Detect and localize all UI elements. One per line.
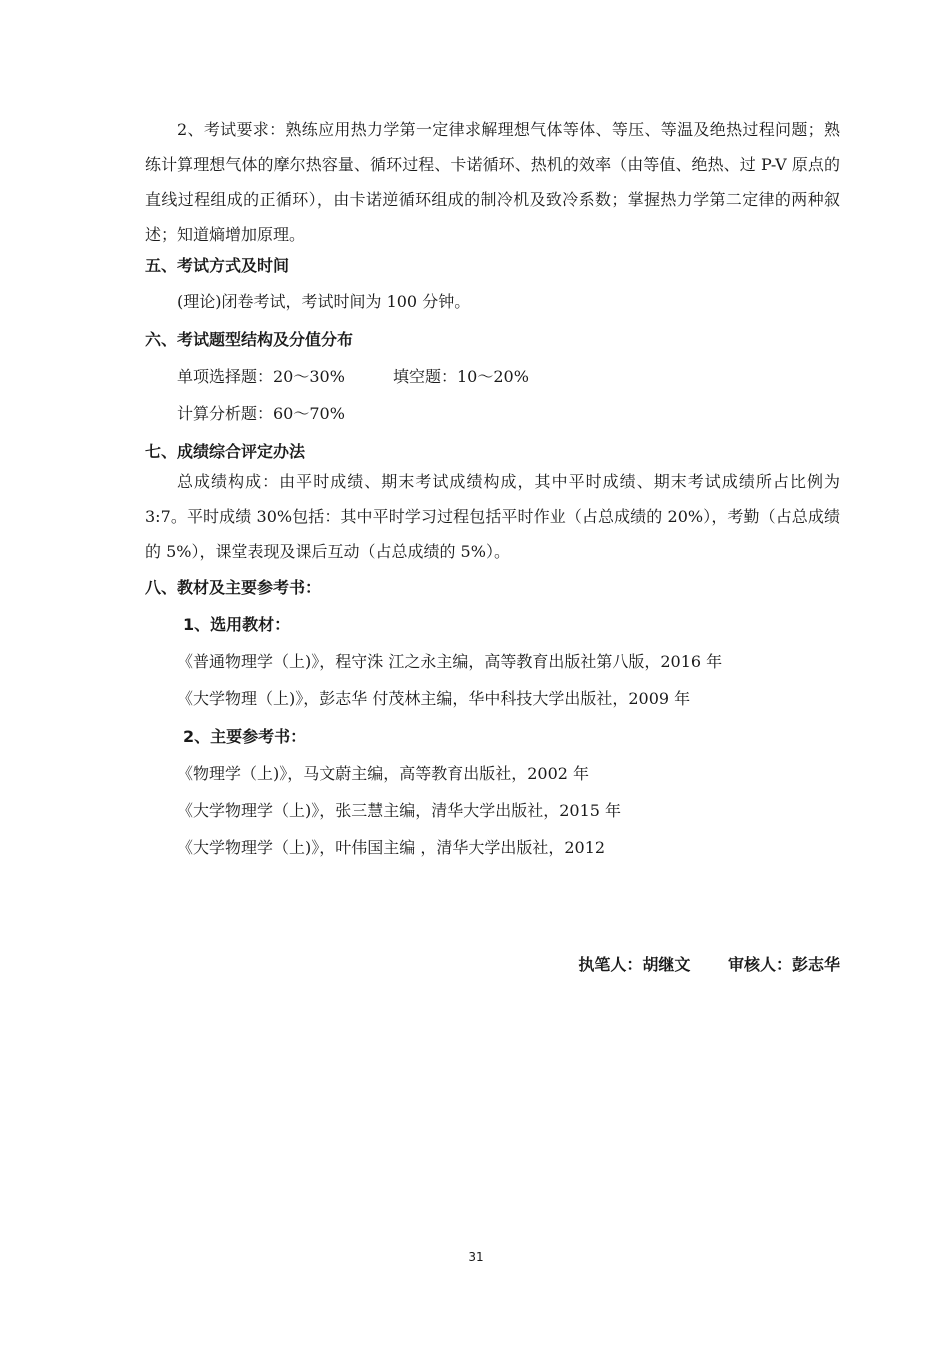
reference-item: 《大学物理学（上)》，张三慧主编，清华大学出版社，2015 年 bbox=[177, 801, 622, 820]
calculation-distribution: 计算分析题：60～70% bbox=[177, 404, 345, 423]
textbook-item: 《普通物理学（上)》，程守洙 江之永主编，高等教育出版社第八版，2016 年 bbox=[177, 652, 723, 671]
grading-paragraph: 总成绩构成：由平时成绩、期末考试成绩构成，其中平时成绩、期末考试成绩所占比例为 3:7。平时成绩 30%包括：其中平时学习过程包括平时作业（占总成绩的 20%），考勤（占总成绩的 5%），课堂表现及课后互动（占总成绩的 5%）。 bbox=[145, 472, 840, 561]
exam-requirements-paragraph: 2、考试要求：熟练应用热力学第一定律求解理想气体等体、等压、等温及绝热过程问题；熟练计算理想气体的摩尔热容量、循环过程、卡诺循环、热机的效率（由等值、绝热、过 P-V 原点的直线过程组成的正循环），由卡诺逆循环组成的制冷机及致冷系数；掌握热力学第二定律的两种叙述；知道熵增加原理。 bbox=[145, 120, 840, 244]
textbooks-heading: 1、选用教材： bbox=[183, 615, 291, 634]
section-8-heading: 八、教材及主要参考书： bbox=[145, 578, 322, 597]
signature-block bbox=[578, 952, 840, 975]
exam-format-text: (理论)闭卷考试，考试时间为 100 分钟。 bbox=[177, 292, 471, 311]
references-heading: 2、主要参考书： bbox=[183, 727, 307, 746]
page-number: 31 bbox=[468, 1250, 484, 1264]
textbook-item: 《大学物理（上)》，彭志华 付茂林主编，华中科技大学出版社，2009 年 bbox=[177, 689, 691, 708]
section-6-heading: 六、考试题型结构及分值分布 bbox=[145, 330, 354, 349]
reviewer-signature: 审核人：彭志华 bbox=[727, 955, 840, 974]
reference-item: 《物理学（上)》，马文蔚主编，高等教育出版社，2002 年 bbox=[177, 764, 590, 783]
writer-signature: 执笔人：胡继文 bbox=[578, 955, 691, 974]
section-7-heading: 七、成绩综合评定办法 bbox=[145, 442, 306, 461]
reference-item: 《大学物理学（上)》，叶伟国主编 ，清华大学出版社，2012 bbox=[177, 838, 606, 857]
fill-blank-distribution: 填空题：10～20% bbox=[393, 367, 529, 386]
single-choice-distribution: 单项选择题：20～30% bbox=[177, 367, 345, 386]
section-5-heading: 五、考试方式及时间 bbox=[145, 256, 290, 275]
